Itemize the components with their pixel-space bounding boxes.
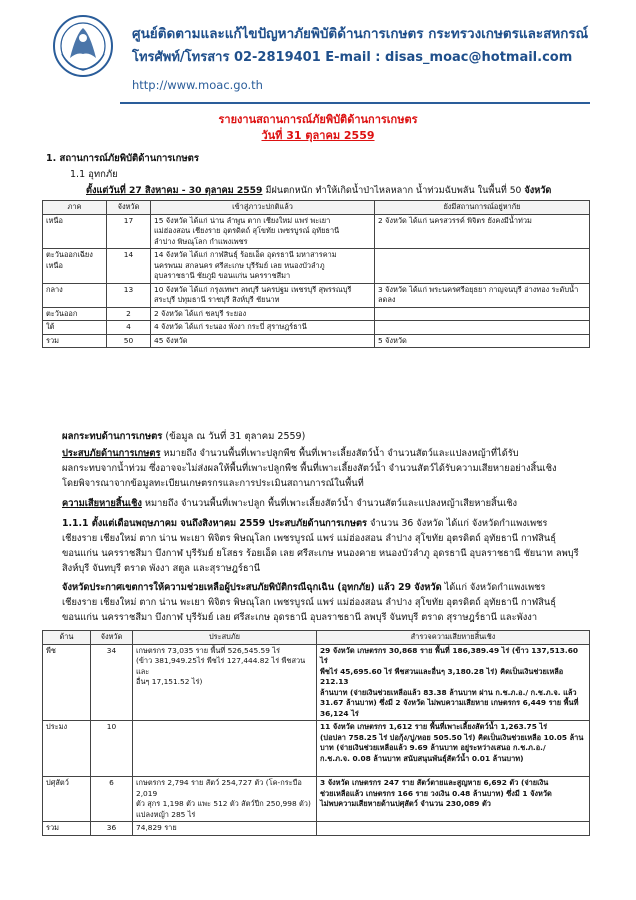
table-cell: กลาง	[43, 283, 107, 307]
table-cell: 4	[107, 321, 151, 335]
text-line: ขอนแก่น นครราชสีมา บึงกาฬ บุรีรัมย์ เลย ศรีสะเกษ อุดรธานี อุบลราชธานี ลพบุรี จันทบุรี ตราด สุราษฎร์ธานี และพังงา	[62, 612, 538, 623]
text-line: เชียงราย เชียงใหม่ ตาก น่าน พะเยา พิจิตร พิษณุโลก เพชรบูรณ์ แพร่ แม่ฮ่องสอน ลำปาง สุโขทัย อุตรดิตถ์ อุทัยธานี กาฬสินธุ์	[62, 533, 556, 544]
table-cell: ใต้	[43, 321, 107, 335]
table-cell	[375, 307, 590, 321]
table-cell	[151, 249, 375, 284]
table-row	[43, 777, 590, 822]
text-line: 5 จังหวัด	[378, 335, 407, 345]
table-header-cell: จังหวัด	[107, 201, 151, 215]
table-cell	[133, 777, 317, 822]
report-date: วันที่ 31 ตุลาคม 2559	[261, 129, 375, 142]
org-name: ศูนย์ติดตามและแก้ไขปัญหาภัยพิบัติด้านการเกษตร กระทรวงเกษตรและสหกรณ์	[132, 26, 589, 42]
table-cell: ตะวันออก	[43, 307, 107, 321]
table-cell	[133, 822, 317, 836]
text-line: หมายถึง จำนวนพื้นที่เพาะปลูกพืช พื้นที่เพาะเลี้ยงสัตว์น้ำ จำนวนสัตว์และแปลงหญ้าที่ได้รับ	[160, 448, 519, 459]
text-line: ลำปาง พิษณุโลก กำแพงเพชร	[154, 236, 248, 246]
text-line: ไม่พบความเสียหายด้านปศุสัตว์ จำนวน 230,089 ตัว	[320, 799, 491, 808]
table-cell	[375, 334, 590, 348]
table-cell	[375, 283, 590, 307]
table-cell	[151, 334, 375, 348]
agricultural-impact-table	[42, 630, 590, 836]
table-row	[43, 721, 590, 777]
text-line: 36,124 ไร่	[320, 708, 359, 718]
table-cell: 50	[107, 334, 151, 348]
table-cell: 13	[107, 283, 151, 307]
table-cell: ประมง	[43, 721, 91, 777]
text-line: โดยพิจารณาจากข้อมูลทะเบียนเกษตรกรและการประเมินสถานการณ์ในพื้นที่	[62, 478, 364, 489]
text-line: 3 จังหวัด ได้แก่ พระนครศรีอยุธยา กาญจนบุรี อ่างทอง ระดับน้ำลดลง	[378, 284, 579, 304]
text-line: 2 จังหวัด ได้แก่ ชลบุรี ระยอง	[154, 308, 247, 318]
table-cell: 17	[107, 214, 151, 249]
text-line: 3 จังหวัด เกษตรกร 247 ราย สัตว์ตายและสูญหาย 6,692 ตัว (จ่ายเงิน	[320, 778, 549, 787]
table-cell	[151, 307, 375, 321]
table-cell: รวม	[43, 334, 107, 348]
table-row	[43, 822, 590, 836]
text-line: 11 จังหวัด เกษตรกร 1,612 ราย พื้นที่เพาะเลี้ยงสัตว์น้ำ 1,263.75 ไร่	[320, 722, 548, 731]
text-line: จำนวน 36 จังหวัด ได้แก่ จังหวัดกำแพงเพชร	[366, 518, 548, 529]
table-cell: ปศุสัตว์	[43, 777, 91, 822]
table-cell	[133, 721, 317, 777]
table-cell: 34	[91, 644, 133, 721]
table-cell: ตะวันออกเฉียงเหนือ	[43, 249, 107, 284]
text-line: ตัว สุกร 1,198 ตัว แพะ 512 ตัว สัตว์ปีก 250,998 ตัว)	[136, 799, 311, 808]
subsection-heading: 1.1 อุทกภัย	[70, 169, 118, 180]
section-heading: 1. สถานการณ์ภัยพิบัติด้านการเกษตร	[46, 153, 199, 164]
table-row	[43, 249, 590, 284]
table-cell	[317, 822, 590, 836]
text-line: อื่นๆ 17,151.52 ไร่)	[136, 677, 203, 686]
table-row	[43, 283, 590, 307]
text-line: พืชไร่ 45,695.60 ไร่ พืชสวนและอื่นๆ 3,180.28 ไร่) คิดเป็นเงินช่วยเหลือ 212.13	[320, 666, 564, 686]
paragraph-1-1-1: 1.1.1 ตั้งแต่เดือนพฤษภาคม จนถึงสิงหาคม 2559 ประสบภัยด้านการเกษตร จำนวน 36 จังหวัด ได้แก่ จังหวัดกำแพงเพชร เชียงราย เชียงใหม่ ตาก น่าน พะเยา พิจิตร พิษณุโลก เพชรบูรณ์ แพร่ แม่ฮ่องสอน ลำปาง สุโขทัย อุตรดิตถ์ อุทัยธานี กาฬสินธุ์ ขอนแก่น นครราชสีมา บึงกาฬ บุรีรัมย์ ยโสธร ร้อยเอ็ด เลย ศรีสะเกษ หนองคาย หนองบัวลำภู อุดรธานี อุบลราชธานี ชัยนาท ลพบุรี สิงห์บุรี จันทบุรี ตราด พังงา สตูล และสุราษฎร์ธานี	[62, 518, 579, 574]
paragraph-disaster-zones: จังหวัดประกาศเขตการให้ความช่วยเหลือผู้ประสบภัยพิบัติกรณีฉุกเฉิน (อุทกภัย) แล้ว 29 จังหวัด ได้แก่ จังหวัดกำแพงเพชร เชียงราย เชียงใหม่ ตาก น่าน พะเยา พิจิตร พิษณุโลก เพชรบูรณ์ แพร่ แม่ฮ่องสอน ลำปาง สุโขทัย อุตรดิตถ์ อุทัยธานี กาฬสินธุ์ ขอนแก่น นครราชสีมา บึงกาฬ บุรีรัมย์ เลย ศรีสะเกษ อุดรธานี อุบลราชธานี ลพบุรี จันทบุรี ตราด สุราษฎร์ธานี และพังงา	[62, 582, 556, 623]
text-line: แม่ฮ่องสอน เชียงราย อุตรดิตถ์ สุโขทัย เพชรบูรณ์ อุทัยธานี	[154, 226, 340, 235]
text-line: ช่วยเหลือแล้ว เกษตรกร 166 ราย วงเงิน 0.48 ล้านบาท) ซึ่งมี 1 จังหวัด	[320, 788, 552, 798]
report-title: รายงานสถานการณ์ภัยพิบัติด้านการเกษตร	[218, 113, 418, 126]
table-cell	[375, 249, 590, 284]
impact-heading: ผลกระทบด้านการเกษตร (ข้อมูล ณ วันที่ 31 ตุลาคม 2559)	[62, 431, 306, 442]
text-line: นครพนม สกลนคร ศรีสะเกษ บุรีรัมย์ เลย หนองบัวลำภู	[154, 260, 325, 270]
flood-summary: ตั้งแต่วันที่ 27 สิงหาคม - 30 ตุลาคม 2559 มีฝนตกหนัก ทำให้เกิดน้ำป่าไหลหลาก น้ำท่วมฉับพลัน ในพื้นที่ 50 จังหวัด	[86, 185, 552, 196]
table-cell	[375, 214, 590, 249]
text-line: 4 จังหวัด ได้แก่ ระนอง พังงา กระบี่ สุราษฎร์ธานี	[154, 322, 307, 331]
table-header-cell: จังหวัด	[91, 631, 133, 645]
text-line: 29 จังหวัด เกษตรกร 30,868 ราย พื้นที่ 186,389.49 ไร่ (ข้าว 137,513.60 ไร่	[320, 645, 578, 665]
text-line: สระบุรี ปทุมธานี ราชบุรี สิงห์บุรี ชัยนาท	[154, 295, 280, 304]
table-header-cell: เข้าสู่ภาวะปกติแล้ว	[151, 201, 375, 215]
flood-province-table	[42, 200, 590, 348]
table-cell: รวม	[43, 822, 91, 836]
text-line: สิงห์บุรี จันทบุรี ตราด พังงา สตูล และสุราษฎร์ธานี	[62, 563, 261, 574]
table-cell: 10	[91, 721, 133, 777]
text-line: ก.ช.ภ.จ. 0.08 ล้านบาท สนับสนุนพันธุ์สัตว์น้ำ 0.01 ล้านบาท)	[320, 753, 524, 763]
table-row	[43, 334, 590, 348]
text-line: บาท (จ่ายเงินช่วยเหลือแล้ว 9.69 ล้านบาท อยู่ระหว่างเสนอ ก.ช.ภ.อ./	[320, 743, 546, 752]
contact-line: โทรศัพท์/โทรสาร 02-2819401 E-mail : disas_moac@hotmail.com	[132, 50, 573, 65]
table-cell	[375, 321, 590, 335]
text-line: ได้แก่ จังหวัดกำแพงเพชร	[441, 582, 546, 593]
header-rule	[120, 102, 590, 104]
table-cell	[133, 644, 317, 721]
table-cell: 14	[107, 249, 151, 284]
table-cell	[151, 214, 375, 249]
table-header-cell: ด้าน	[43, 631, 91, 645]
table-cell: 36	[91, 822, 133, 836]
text-line: 31.67 ล้านบาท) ซึ่งมี 2 จังหวัด ไม่พบความเสียหาย เกษตรกร 6,449 ราย พื้นที่	[320, 698, 579, 707]
table-cell: เหนือ	[43, 214, 107, 249]
website-link[interactable]: http://www.moac.go.th	[132, 78, 263, 92]
definition-affected: ประสบภัยด้านการเกษตร หมายถึง จำนวนพื้นที่เพาะปลูกพืช พื้นที่เพาะเลี้ยงสัตว์น้ำ จำนวนสัตว์และแปลงหญ้าที่ได้รับ ผลกระทบจากน้ำท่วม ซึ่งอาจจะไม่ส่งผลให้พื้นที่เพาะปลูกพืช พื้นที่เพาะเลี้ยงสัตว์น้ำ จำนวนสัตว์ได้รับความเสียหายอย่างสิ้นเชิง โดยพิจารณาจากข้อมูลทะเบียนเกษตรกรและการประเมินสถานการณ์ในพื้นที่	[62, 448, 557, 489]
text-line: 45 จังหวัด	[154, 335, 188, 345]
text-line: (บ่อปลา 758.25 ไร่ บ่อกุ้ง/ปู/หอย 505.50 ไร่) คิดเป็นเงินช่วยเหลือ 10.05 ล้าน	[320, 732, 584, 742]
text-line: เกษตรกร 73,035 ราย พื้นที่ 526,545.59 ไร่	[136, 645, 280, 655]
ministry-seal-logo	[52, 14, 114, 78]
text-line: เกษตรกร 2,794 ราย สัตว์ 254,727 ตัว (โค-กระบือ 2,019	[136, 778, 302, 798]
table-cell	[151, 321, 375, 335]
text-line: 10 จังหวัด ได้แก่ กรุงเทพฯ ลพบุรี นครปฐม เพชรบุรี สุพรรณบุรี	[154, 284, 352, 294]
table-cell: 2	[107, 307, 151, 321]
table-cell	[317, 777, 590, 822]
table-row	[43, 307, 590, 321]
table-row	[43, 644, 590, 721]
table-cell	[317, 721, 590, 777]
table-header-cell: ภาค	[43, 201, 107, 215]
table-cell	[151, 283, 375, 307]
text-line: ผลกระทบจากน้ำท่วม ซึ่งอาจจะไม่ส่งผลให้พื้นที่เพาะปลูกพืช พื้นที่เพาะเลี้ยงสัตว์น้ำ จำนวนสัตว์ได้รับความเสียหายอย่างสิ้นเชิง	[62, 463, 557, 474]
text-line: แปลงหญ้า 285 ไร่	[136, 809, 196, 819]
table-header-cell: ประสบภัย	[133, 631, 317, 645]
table-cell	[317, 644, 590, 721]
text-line: 15 จังหวัด ได้แก่ น่าน ลำพูน ตาก เชียงใหม่ แพร่ พะเยา	[154, 215, 331, 225]
definition-total-damage: ความเสียหายสิ้นเชิง หมายถึง จำนวนพื้นที่เพาะปลูก พื้นที่เพาะเลี้ยงสัตว์น้ำ จำนวนสัตว์และแปลงหญ้าเสียหายสิ้นเชิง	[62, 498, 518, 509]
table-header-cell: ยังมีสถานการณ์อยู่หากัย	[375, 201, 590, 215]
text-line: 14 จังหวัด ได้แก่ กาฬสินธุ์ ร้อยเอ็ด อุดรธานี มหาสารคาม	[154, 250, 337, 259]
table-header-cell: สำรวจความเสียหายสิ้นเชิง	[317, 631, 590, 645]
text-line: อุบลราชธานี ชัยภูมิ ขอนแก่น นครราชสีมา	[154, 271, 291, 280]
table-cell: พืช	[43, 644, 91, 721]
text-line: (ข้าว 381,949.25ไร่ พืชไร่ 127,444.82 ไร่ พืชสวนและ	[136, 656, 306, 676]
text-line: เชียงราย เชียงใหม่ ตาก น่าน พะเยา พิจิตร พิษณุโลก เพชรบูรณ์ แพร่ แม่ฮ่องสอน ลำปาง สุโขทัย อุตรดิตถ์ อุทัยธานี กาฬสินธุ์	[62, 597, 556, 608]
text-line: 2 จังหวัด ได้แก่ นครสวรรค์ พิจิตร ยังคงมีน้ำท่วม	[378, 215, 532, 225]
text-line: 74,829 ราย	[136, 823, 177, 832]
text-line: ล้านบาท (จ่ายเงินช่วยเหลือแล้ว 83.38 ล้านบาท ผ่าน ก.ช.ภ.อ./ ก.ช.ภ.จ. แล้ว	[320, 687, 577, 697]
table-cell: 6	[91, 777, 133, 822]
table-row	[43, 214, 590, 249]
table-row	[43, 321, 590, 335]
text-line: ขอนแก่น นครราชสีมา บึงกาฬ บุรีรัมย์ ยโสธร ร้อยเอ็ด เลย ศรีสะเกษ หนองคาย หนองบัวลำภู อุดรธานี อุบลราชธานี ชัยนาท ลพบุรี	[62, 548, 579, 559]
